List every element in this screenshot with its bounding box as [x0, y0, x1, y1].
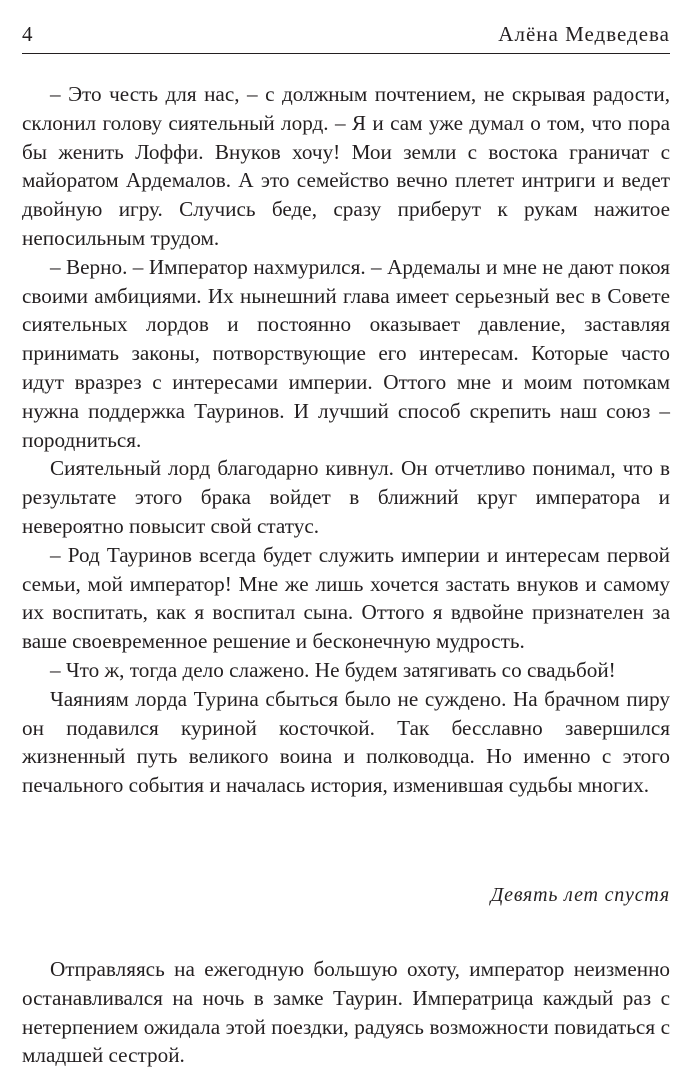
- header-rule: [22, 53, 670, 54]
- section-text: [22, 955, 670, 1070]
- paragraph: Отправляясь на ежегодную большую охоту, император неизменно останавливался на ночь в замке Таурин. Императрица каждый раз с нетерпением ожидала этой поездки, радуясь возможности повидаться с младшей сестрой.: [22, 957, 670, 1068]
- paragraph: Сиятельный лорд благодарно кивнул. Он отчетливо понимал, что в результате этого брака войдет в ближний круг императора и невероятно повысит свой статус.: [22, 456, 670, 538]
- page-number: 4: [22, 21, 33, 46]
- section-title: Девять лет спустя: [490, 884, 670, 906]
- main-text: [22, 80, 670, 800]
- paragraph: – Что ж, тогда дело слажено. Не будем затягивать со свадьбой!: [50, 657, 616, 682]
- paragraph: – Верно. – Император нахмурился. – Ардемалы и мне не дают покоя своими амбициями. Их нынешний глава имеет серьезный вес в Совете сиятельных лордов и постоянно оказывает давление, заставляя принимать законы, потворствующие его интересам. Которые часто идут вразрез с интересами империи. Оттого мне и моим потомкам нужна поддержка Тауринов. И лучший способ скрепить наш союз – породниться.: [22, 254, 670, 452]
- paragraph: Чаяниям лорда Турина сбыться было не суждено. На брачном пиру он подавился куриной косточкой. Так бесславно завершился жизненный путь великого воина и полководца. Но именно с этого печального события и началась история, изменившая судьбы многих.: [22, 686, 670, 798]
- page-header: [22, 18, 670, 50]
- paragraph: – Это честь для нас, – с должным почтением, не скрывая радости, склонил голову сиятельный лорд. – Я и сам уже думал о том, что пора бы женить Лоффи. Внуков хочу! Мои земли с востока граничат с майоратом Ардемалов. А это семейство вечно плетет интриги и ведет двойную игру. Случись беде, сразу приберут к рукам нажитое непосильным трудом.: [22, 82, 670, 250]
- paragraph: – Род Тауринов всегда будет служить империи и интересам первой семьи, мой император! Мне же лишь хочется застать внуков и самому их воспитать, как я воспитал сына. Оттого я вдвойне признателен за ваше своевременное решение и бесконечную мудрость.: [22, 542, 670, 654]
- running-head-author: Алёна Медведева: [498, 21, 670, 46]
